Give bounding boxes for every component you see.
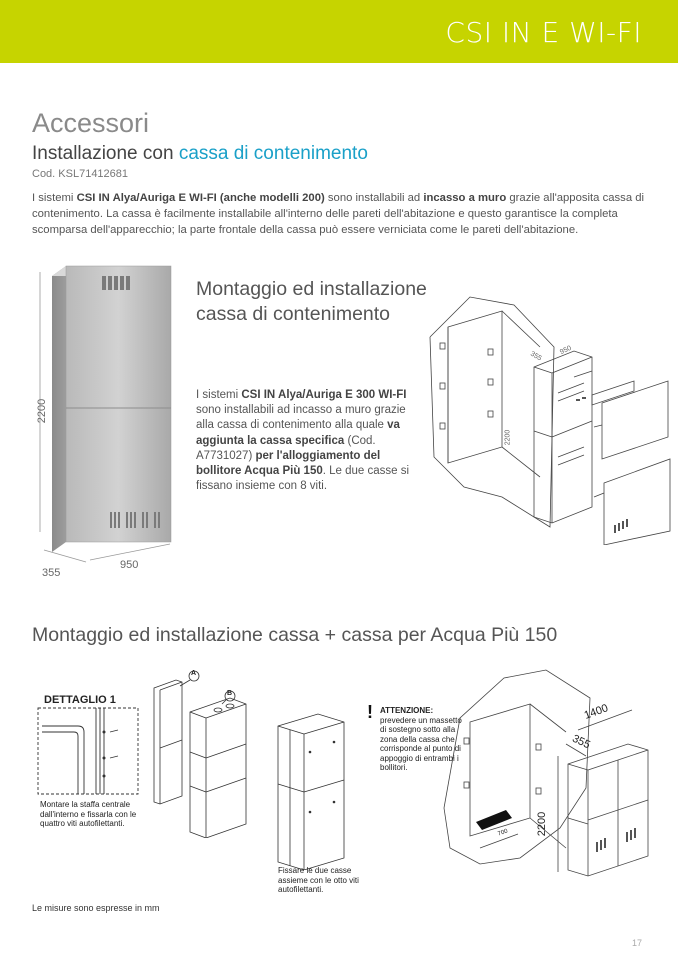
intro-paragraph xyxy=(32,190,648,238)
desc-bold-2: va aggiunta la cassa specifica xyxy=(196,419,400,447)
cabinet-photo xyxy=(26,262,186,580)
subtitle-highlight: cassa di contenimento xyxy=(178,143,368,164)
footer-note: Le misure sono espresse in mm xyxy=(32,903,160,913)
montaggio1-title-line2: cassa di contenimento xyxy=(196,303,391,325)
join-caption: Fissare le due casse assieme con le otto viti autofilettanti. xyxy=(278,866,359,894)
desc-bold-3: per l'alloggiamento del bollitore Acqua Più 150 xyxy=(196,449,381,478)
attention-text: prevedere un massetto di sostegno sotto alla zona della cassa che corrisponde al punto di appoggio di entrambi i bollitori. xyxy=(380,715,462,772)
intro-text-3: grazie all'apposita cassa di contenimento. La cassa è facilmente installabile all'interno delle pareti dell'abitazione e questo garantisce la completa scomparsa dell'apparecchio; la parte frontale della cassa può essere verniciata come le pareti dell'abitazione. xyxy=(32,192,645,236)
intro-text-2: sono installabili ad xyxy=(324,192,424,204)
attention-title: ATTENZIONE: xyxy=(380,706,434,715)
montaggio1-title-line1: Montaggio ed installazione xyxy=(196,278,427,300)
warning-icon: ! xyxy=(367,702,373,722)
diagram2-width-label: 1400 xyxy=(582,702,610,722)
exploded-installation-diagram xyxy=(424,287,674,545)
desc-text-4: . Le due casse si fissano insieme con 8 viti. xyxy=(196,465,410,493)
cabinet-height-label: 2200 xyxy=(36,398,49,424)
diagram2-base-label: 700 xyxy=(497,828,509,838)
final-installation-diagram xyxy=(440,668,652,890)
label-a: A xyxy=(191,670,197,677)
diagram1-height-label: 2200 xyxy=(504,429,512,446)
diagram2-height-label: 2200 xyxy=(536,811,549,837)
desc-text-1: I sistemi xyxy=(196,389,242,401)
diagram1-depth-label: 355 xyxy=(529,350,543,363)
desc-bold-1: CSI IN Alya/Auriga E 300 WI-FI xyxy=(241,389,407,401)
diagram2-depth-label: 355 xyxy=(570,732,593,752)
cabinet-width-label: 950 xyxy=(120,559,139,571)
product-code: Cod. KSL71412681 xyxy=(32,168,129,180)
detail-diagram xyxy=(34,706,146,798)
montaggio2-title: Montaggio ed installazione cassa + cassa per Acqua Più 150 xyxy=(32,624,558,646)
subtitle-plain: Installazione con xyxy=(32,143,179,164)
intro-text-1: I sistemi xyxy=(32,192,77,204)
diagram1-width-label: 950 xyxy=(559,344,573,357)
parts-assembly-diagram xyxy=(146,668,258,838)
intro-bold-2: incasso a muro xyxy=(423,192,507,204)
montaggio1-description xyxy=(196,388,416,494)
intro-bold-1: CSI IN Alya/Auriga E WI-FI (anche modelli 200) xyxy=(76,192,325,204)
detail-title: DETTAGLIO 1 xyxy=(44,694,116,706)
header-title: CSI IN E WI-FI xyxy=(445,16,642,49)
detail-caption: Montare la staffa centrale dall'interno e fissarla con le quattro viti autofilettanti. xyxy=(40,800,137,828)
section-subtitle xyxy=(32,143,368,165)
desc-text-3: (Cod. A7731027) xyxy=(196,434,376,462)
header-band xyxy=(0,0,678,63)
page-number: 17 xyxy=(631,938,642,948)
section-title: Accessori xyxy=(32,108,150,138)
cabinet-depth-label: 355 xyxy=(42,567,61,579)
desc-text-2: sono installabili ad incasso a muro grazie alla cassa di contenimento alla quale xyxy=(196,404,406,432)
joined-boxes-diagram xyxy=(274,712,356,870)
label-b: B xyxy=(227,690,233,697)
montaggio1-title xyxy=(196,277,427,327)
